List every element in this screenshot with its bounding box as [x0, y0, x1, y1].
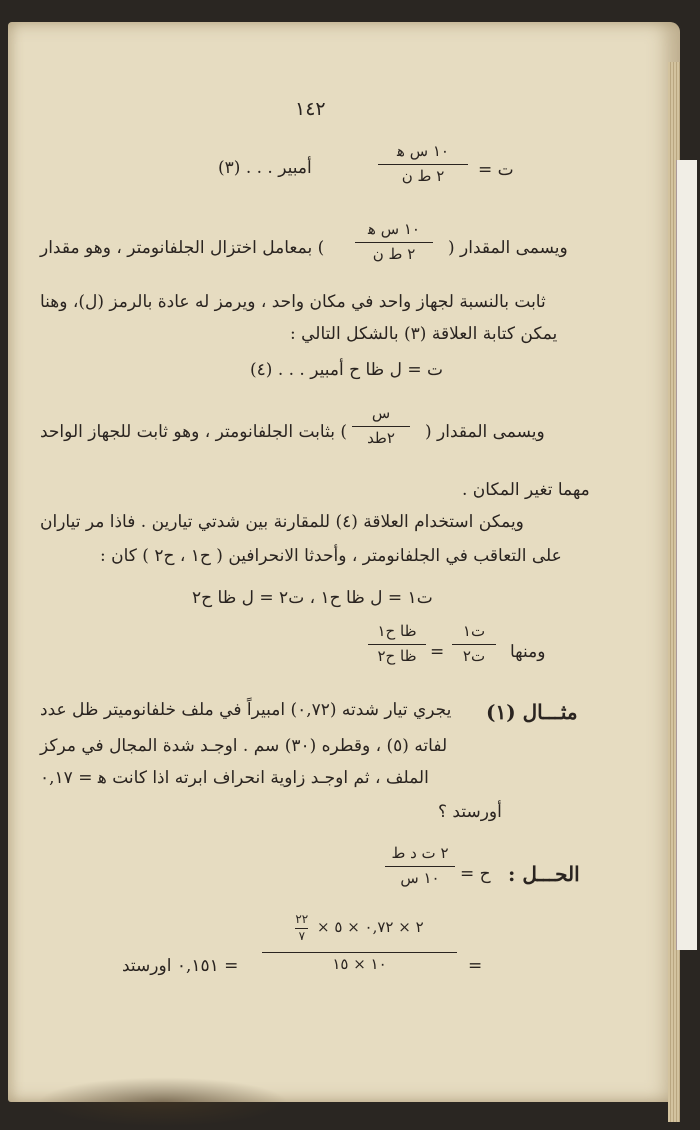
final-numerator — [262, 912, 457, 944]
para2-denominator: ٢طد — [367, 428, 395, 447]
fraction-bar — [368, 644, 426, 645]
final-fraction — [262, 912, 457, 975]
example-label: مثـــال (١) — [486, 700, 578, 724]
equals-sign: = — [430, 642, 445, 662]
ratio-den2: ظا ح٢ — [377, 646, 417, 665]
paper-tab — [676, 160, 697, 950]
eq3-numerator: ١٠ ﺱ ﻫ — [397, 142, 449, 160]
fraction-bar — [352, 426, 410, 427]
para2-numerator: ﺱ — [371, 404, 391, 422]
text-line: يمكن كتابة العلاقة (٣) بالشكل التالي : — [290, 324, 558, 344]
pi-den: ٧ — [295, 928, 308, 945]
page-number: ١٤٢ — [295, 98, 326, 120]
solution-denominator: ١٠ ﺱ — [400, 868, 440, 887]
example-line: يجري تيار شدته (٠,٧٢) امبيراً في ملف خلفانوميتر ظل عدد — [40, 700, 452, 720]
eq3-denominator: ٢ ط ن — [401, 166, 445, 185]
para2-end: ) بثابت الجلفانومتر ، وهو ثابت للجهاز الواحد — [40, 422, 347, 442]
pi-fraction — [295, 912, 308, 944]
final-numerator-text: ٢ × ٠,٧٢ × ٥ × — [317, 918, 424, 937]
eq3-fraction — [378, 142, 468, 186]
text-line: ويمكن استخدام العلاقة (٤) للمقارنة بين شدتي تيارين . فاذا مر تياران — [40, 512, 524, 532]
solution-numerator: ٢ ت د ط — [391, 844, 449, 862]
ratio-den1: ت٢ — [462, 646, 486, 665]
solution-label: الحـــل : — [508, 862, 580, 886]
para1-start: ويسمى المقدار ( — [448, 238, 568, 258]
eq3-rhs: أمبير . . . (٣) — [218, 158, 312, 178]
ratio-num1: ت١ — [462, 622, 486, 640]
para2-fraction — [352, 404, 410, 448]
ratio-left — [452, 622, 496, 666]
example-line: أورستد ؟ — [438, 802, 502, 822]
eq-pair: ت١ = ل ظا ح١ ، ت٢ = ل ظا ح٢ — [192, 588, 433, 608]
final-denominator: ١٠ × ١٥ — [332, 955, 387, 974]
eq3-lhs: ت = — [478, 160, 514, 180]
para1-fraction — [355, 220, 433, 264]
fraction-bar — [355, 242, 433, 243]
fraction-bar — [452, 644, 496, 645]
eq4: ت = ل ظا ح أمبير . . . (٤) — [250, 360, 444, 380]
fraction-bar — [378, 164, 468, 165]
ratio-num2: ظا ح١ — [377, 622, 417, 640]
fraction-bar — [262, 952, 457, 953]
pi-num: ٢٢ — [295, 912, 309, 926]
final-equals: = — [468, 956, 483, 976]
para1-numerator: ١٠ ﺱ ﻫ — [368, 220, 420, 238]
text-line: مهما تغير المكان . — [462, 480, 590, 500]
solution-lhs: ح = — [460, 864, 491, 884]
final-result: = ٠,١٥١ اورستد — [122, 956, 239, 976]
para2-start: ويسمى المقدار ( — [425, 422, 545, 442]
text-line: على التعاقب في الجلفانومتر ، وأحدثا الانحرافين ( ح١ ، ح٢ ) كان : — [100, 546, 562, 566]
ratio-label: ومنها — [510, 642, 546, 662]
para1-end: ) بمعامل اختزال الجلفانومتر ، وهو مقدار — [40, 238, 325, 258]
stain — [38, 1077, 288, 1127]
text-line: ثابت بالنسبة لجهاز واحد في مكان واحد ، ويرمز له عادة بالرمز (ل)، وهنا — [40, 292, 546, 312]
example-line: الملف ، ثم اوجـد زاوية انحراف ابرته اذا كانت ﻫ = ٠,١٧ — [40, 768, 429, 788]
solution-fraction — [385, 844, 455, 888]
para1-denominator: ٢ ط ن — [372, 244, 416, 263]
example-line: لفاته (٥) ، وقطره (٣٠) سم . اوجـد شدة المجال في مركز — [40, 736, 448, 756]
fraction-bar — [385, 866, 455, 867]
ratio-right — [368, 622, 426, 666]
